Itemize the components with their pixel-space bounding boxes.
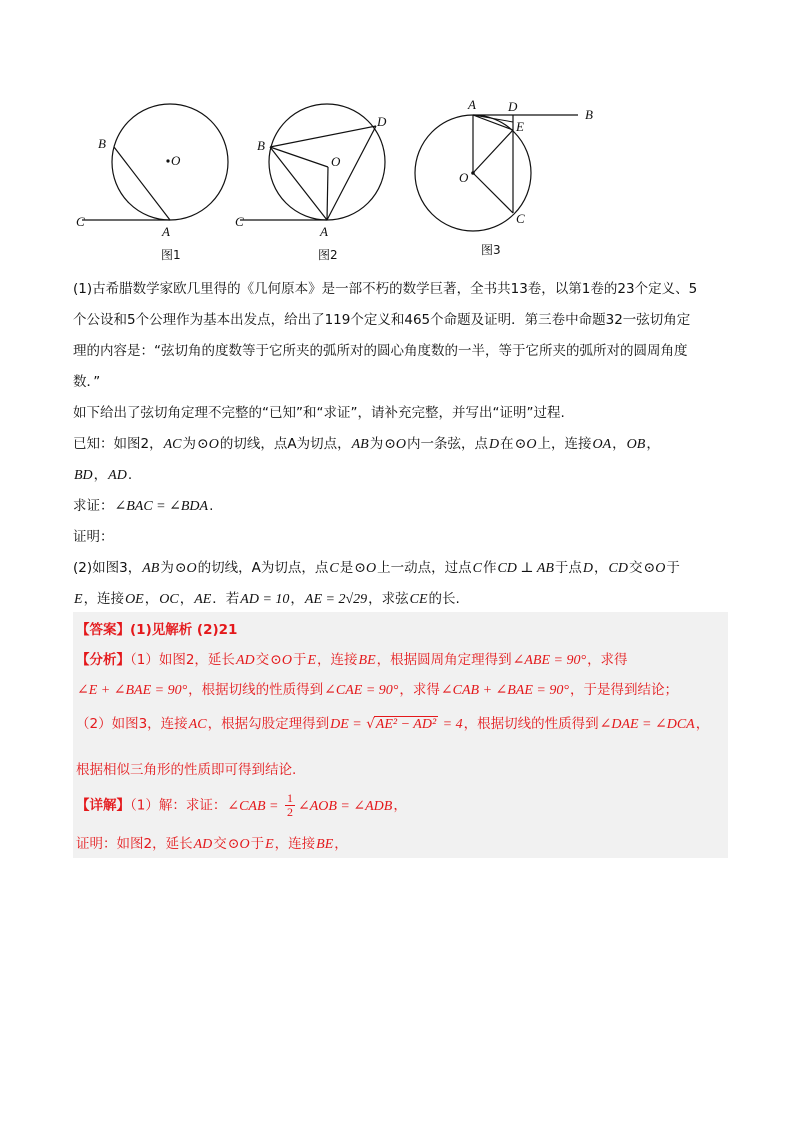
fig3-radius-oc bbox=[473, 173, 513, 213]
fig2-label-d: D bbox=[377, 114, 387, 129]
p2-text: ， bbox=[594, 560, 608, 576]
fig2-chord-ba bbox=[270, 147, 327, 220]
math-sqrt-expr: AE² − AD² bbox=[375, 717, 437, 732]
math-ad: AD bbox=[193, 837, 213, 852]
intro-line-1: (1)古希腊数学家欧几里得的《几何原本》是一部不朽的数学巨著，全书共13卷，以第1卷的23个定义、5 bbox=[73, 281, 698, 297]
p2-text: 于点 bbox=[554, 560, 582, 576]
analysis-tag: 【分析】 bbox=[76, 652, 130, 668]
math-de: DE = bbox=[330, 717, 366, 732]
math-circle-o: ⊙O bbox=[384, 437, 407, 452]
analysis-line-3: （2）如图3，连接AC，根据勾股定理得到DE = √AE² − AD² = 4，根据切线的性质得到∠DAE = ∠DCA， bbox=[76, 716, 710, 732]
known-text: ， bbox=[612, 436, 626, 452]
p2-text: ，求弦 bbox=[368, 591, 409, 607]
fraction-denominator: 2 bbox=[286, 805, 293, 819]
math-be: BE bbox=[316, 837, 334, 852]
p2-text: (2)如图3， bbox=[73, 560, 142, 576]
fig3-chord-ae-2 bbox=[473, 115, 513, 122]
p2-text: 的切线，A为切点，点 bbox=[197, 560, 329, 576]
math-c: C bbox=[329, 561, 339, 576]
fig2-label-a: A bbox=[320, 224, 328, 239]
fig2-caption: 图2 bbox=[318, 248, 338, 262]
analysis-text: 交 bbox=[255, 652, 270, 668]
detail-tag: 【详解】 bbox=[76, 797, 130, 814]
math-c: C bbox=[472, 561, 482, 576]
fig2-radius-ob bbox=[270, 147, 328, 167]
math-ad-eq: AD = 10 bbox=[240, 592, 290, 607]
p2-text: 上一动点，过点 bbox=[377, 560, 472, 576]
p2-text: ， bbox=[144, 591, 159, 607]
fig3-center-dot bbox=[471, 171, 475, 175]
fig2-label-c: C bbox=[235, 214, 244, 229]
fig1-label-o: O bbox=[171, 153, 181, 168]
math-prove-expr: ∠BAC = ∠BDA bbox=[114, 499, 209, 514]
fig2-label-b: B bbox=[257, 138, 265, 153]
math-circle-o: ⊙O bbox=[174, 561, 197, 576]
p2-text: ， bbox=[179, 591, 194, 607]
known-text: 上，连接 bbox=[537, 436, 592, 452]
analysis-text: ，连接 bbox=[317, 652, 358, 668]
figures-svg bbox=[70, 92, 630, 272]
analysis-text: ，根据勾股定理得到 bbox=[207, 716, 330, 732]
fig3-caption: 图3 bbox=[481, 243, 501, 257]
part2-line-2 bbox=[73, 584, 733, 615]
fig2-chord-da bbox=[327, 126, 376, 220]
fig2-chord-bd bbox=[270, 126, 376, 147]
fig1-center-dot bbox=[166, 159, 169, 162]
math-ae: AE bbox=[194, 592, 212, 607]
math-cd: CD bbox=[608, 561, 628, 576]
answer-box bbox=[73, 612, 728, 858]
known-text: 已知：如图2， bbox=[73, 436, 163, 452]
math-dae-dca: ∠DAE = ∠DCA bbox=[599, 717, 695, 732]
problem-text bbox=[73, 274, 733, 615]
figure-3 bbox=[415, 97, 593, 257]
detail-text: 证明：如图2，延长 bbox=[76, 836, 193, 852]
known-text: . bbox=[127, 467, 133, 483]
analysis-text: ，于是得到结论； bbox=[569, 682, 678, 698]
fraction-half bbox=[285, 792, 295, 819]
analysis-text: ，求得 bbox=[399, 682, 440, 698]
part2-line-1 bbox=[73, 553, 733, 584]
math-ac: AC bbox=[163, 437, 182, 452]
math-circle-o: ⊙O bbox=[196, 437, 219, 452]
fig1-chord-ba bbox=[114, 147, 170, 220]
p2-text: 于 bbox=[666, 560, 680, 576]
proof-label: 证明： bbox=[73, 529, 114, 545]
fig3-label-o: O bbox=[459, 170, 469, 185]
math-circle-o: ⊙O bbox=[643, 561, 666, 576]
analysis-text: ，根据切线的性质得到 bbox=[463, 716, 599, 732]
math-circle-o: ⊙O bbox=[514, 437, 537, 452]
math-d: D bbox=[489, 437, 500, 452]
math-e: E bbox=[307, 653, 317, 668]
math-circle-o: ⊙O bbox=[270, 653, 292, 668]
fig2-radius-oa bbox=[327, 167, 328, 220]
detail-text: ， bbox=[393, 797, 407, 814]
known-text: ， bbox=[93, 467, 108, 483]
analysis-text: （2）如图3，连接 bbox=[76, 716, 188, 732]
math-cd-perp-ab: CD ⊥ AB bbox=[497, 561, 554, 576]
analysis-line-1 bbox=[76, 648, 628, 669]
answer-line bbox=[76, 618, 237, 638]
math-ab: AB bbox=[351, 437, 369, 452]
fig3-label-b: B bbox=[585, 107, 593, 122]
p2-text: 交 bbox=[629, 560, 643, 576]
p2-text: ．若 bbox=[212, 591, 240, 607]
detail-text: 交 bbox=[213, 836, 227, 852]
math-e: E bbox=[74, 592, 83, 607]
math-ac: AC bbox=[188, 717, 207, 732]
math-ae-eq: AE = 2√29 bbox=[304, 592, 368, 607]
fig3-chord-ae bbox=[473, 115, 513, 130]
detail-text: ， bbox=[334, 836, 348, 852]
complete-instruction: 如下给出了弦切角定理不完整的“已知”和“求证”，请补充完整，并写出“证明”过程. bbox=[73, 405, 565, 421]
known-text: 的切线，点A为切点， bbox=[219, 436, 351, 452]
math-ab: AB bbox=[142, 561, 160, 576]
fig1-label-b: B bbox=[98, 136, 106, 151]
math-ce: CE bbox=[409, 592, 428, 607]
math-oc: OC bbox=[159, 592, 179, 607]
math-circle-o: ⊙O bbox=[227, 837, 250, 852]
p2-text: ，连接 bbox=[83, 591, 125, 607]
fig2-label-o: O bbox=[331, 154, 341, 169]
math-circle-o: ⊙O bbox=[354, 561, 377, 576]
analysis-text: 于 bbox=[292, 652, 307, 668]
p2-text: ， bbox=[290, 591, 304, 607]
p2-text: 作 bbox=[482, 560, 497, 576]
known-text: 在 bbox=[500, 436, 514, 452]
fig1-caption: 图1 bbox=[161, 248, 181, 262]
fig1-label-a: A bbox=[162, 224, 170, 239]
math-cab-bae: ∠CAB + ∠BAE = 90° bbox=[440, 683, 569, 698]
math-ad: AD bbox=[235, 653, 255, 668]
math-cab: ∠CAB = bbox=[227, 798, 282, 814]
math-abe: ∠ABE = 90° bbox=[512, 653, 587, 668]
analysis-text: （1）如图2，延长 bbox=[130, 652, 235, 668]
detail-text: ，连接 bbox=[274, 836, 316, 852]
p2-text: 是 bbox=[339, 560, 354, 576]
math-e-bae: ∠E + ∠BAE = 90° bbox=[77, 683, 188, 698]
known-text: 为 bbox=[182, 436, 196, 452]
detail-line-1 bbox=[76, 792, 407, 819]
math-ad: AD bbox=[108, 468, 127, 483]
figure-2 bbox=[235, 104, 387, 262]
fig1-circle bbox=[112, 104, 228, 220]
intro-line-3: 理的内容是：“弦切角的度数等于它所夹的弧所对的圆心角度数的一半，等于它所夹的弧所对的圆周角度 bbox=[73, 343, 688, 359]
fraction-numerator: 1 bbox=[286, 791, 293, 805]
math-d: D bbox=[582, 561, 594, 576]
analysis-text: ，根据圆周角定理得到 bbox=[376, 652, 512, 668]
math-bd: BD bbox=[74, 468, 93, 483]
p2-text: 的长. bbox=[428, 591, 460, 607]
answer-tag: 【答案】 bbox=[76, 622, 130, 638]
math-aob-adb: ∠AOB = ∠ADB bbox=[297, 798, 393, 814]
known-line-2 bbox=[73, 460, 733, 491]
detail-text: （1）解：求证： bbox=[130, 797, 227, 814]
figure-1 bbox=[76, 104, 228, 262]
known-line-1 bbox=[73, 429, 733, 460]
fig3-radius-oe bbox=[473, 130, 513, 173]
prove-end: . bbox=[209, 498, 214, 514]
analysis-text: ， bbox=[695, 716, 710, 732]
geometry-figures bbox=[70, 92, 630, 272]
intro-line-2: 个公设和5个公理作为基本出发点，给出了119个定义和465个命题及证明．第三卷中命题32一弦切角定 bbox=[73, 312, 691, 328]
prove-line bbox=[73, 491, 733, 522]
intro-line-4: 数．” bbox=[73, 374, 101, 390]
fig3-label-a: A bbox=[468, 97, 476, 112]
prove-label: 求证： bbox=[73, 498, 114, 514]
known-text: 内一条弦，点 bbox=[407, 436, 489, 452]
fig3-label-c: C bbox=[516, 211, 525, 226]
detail-line-2 bbox=[76, 832, 348, 853]
math-e: E bbox=[265, 837, 274, 852]
math-oa: OA bbox=[592, 437, 612, 452]
fig3-label-d: D bbox=[508, 99, 518, 114]
math-ob: OB bbox=[626, 437, 646, 452]
analysis-text: ，求得 bbox=[587, 652, 628, 668]
math-be: BE bbox=[358, 653, 376, 668]
analysis-text: ，根据切线的性质得到 bbox=[188, 682, 324, 698]
analysis-line-4: 根据相似三角形的性质即可得到结论. bbox=[76, 762, 297, 778]
p2-text: 为 bbox=[160, 560, 174, 576]
known-text: 为 bbox=[369, 436, 384, 452]
answer-text: (1)见解析 (2)21 bbox=[130, 622, 238, 638]
analysis-line-2 bbox=[76, 678, 678, 699]
fig1-label-c: C bbox=[76, 214, 85, 229]
fig3-label-e: E bbox=[516, 119, 524, 134]
math-eq-4: = 4 bbox=[439, 717, 463, 732]
known-text: ， bbox=[646, 436, 660, 452]
detail-text: 于 bbox=[250, 836, 265, 852]
math-cae: ∠CAE = 90° bbox=[324, 683, 399, 698]
math-oe: OE bbox=[125, 592, 144, 607]
